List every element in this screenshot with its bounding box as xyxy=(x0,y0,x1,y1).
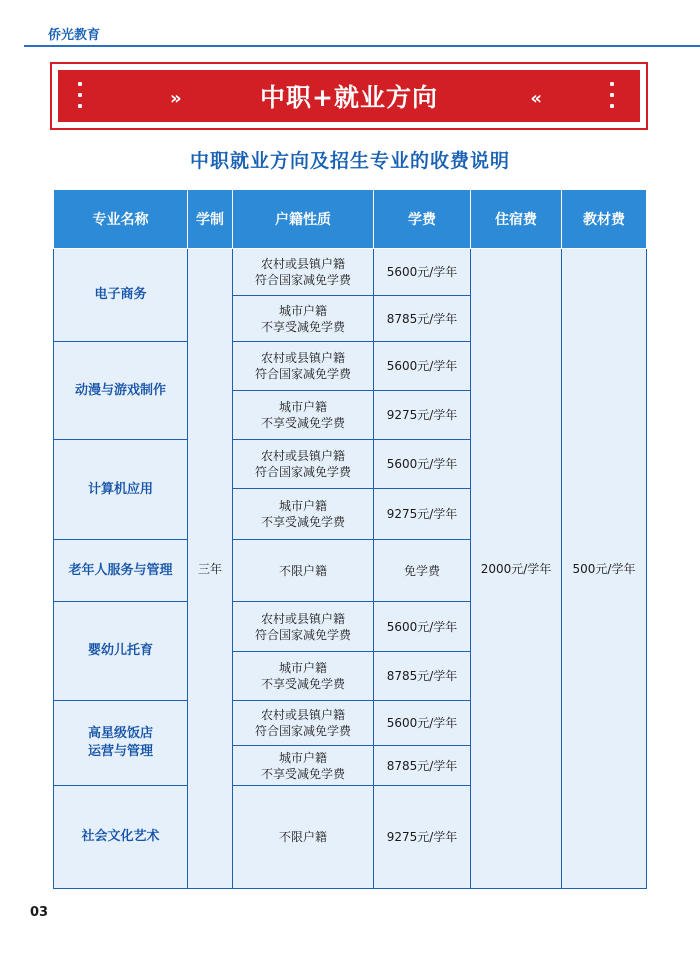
major-name-cell: 动漫与游戏制作 xyxy=(54,342,188,440)
residency-cell: 不限户籍 xyxy=(233,786,374,889)
banner-title: 中职+就业方向 xyxy=(260,83,438,112)
banner-chevron-right-icon: « xyxy=(530,88,542,109)
residency-cell: 农村或县镇户籍 符合国家减免学费 xyxy=(233,701,374,746)
page-number: 03 xyxy=(30,905,49,920)
tuition-cell: 5600元/学年 xyxy=(374,440,471,489)
fee-table xyxy=(53,189,647,889)
tuition-cell: 5600元/学年 xyxy=(374,602,471,652)
tuition-cell: 5600元/学年 xyxy=(374,342,471,391)
section-banner-fill xyxy=(58,70,640,122)
duration-cell: 三年 xyxy=(188,249,233,889)
residency-cell: 农村或县镇户籍 符合国家减免学费 xyxy=(233,440,374,489)
table-header-cell: 教材费 xyxy=(562,190,647,249)
residency-cell: 不限户籍 xyxy=(233,540,374,602)
residency-cell: 城市户籍 不享受减免学费 xyxy=(233,489,374,540)
table-row xyxy=(54,249,647,296)
residency-cell: 城市户籍 不享受减免学费 xyxy=(233,296,374,342)
major-name-cell: 婴幼儿托育 xyxy=(54,602,188,701)
tuition-cell: 8785元/学年 xyxy=(374,746,471,786)
major-name-cell: 老年人服务与管理 xyxy=(54,540,188,602)
tuition-cell: 8785元/学年 xyxy=(374,652,471,701)
residency-cell: 城市户籍 不享受减免学费 xyxy=(233,391,374,440)
banner-dots-right-icon xyxy=(610,82,616,108)
major-name-cell: 社会文化艺术 xyxy=(54,786,188,889)
tuition-cell: 5600元/学年 xyxy=(374,249,471,296)
header-divider xyxy=(24,45,700,47)
table-header-cell: 学费 xyxy=(374,190,471,249)
tuition-cell: 9275元/学年 xyxy=(374,786,471,889)
table-header-cell: 户籍性质 xyxy=(233,190,374,249)
table-header-cell: 学制 xyxy=(188,190,233,249)
residency-cell: 农村或县镇户籍 符合国家减免学费 xyxy=(233,602,374,652)
textbook-fee-cell: 500元/学年 xyxy=(562,249,647,889)
residency-cell: 农村或县镇户籍 符合国家减免学费 xyxy=(233,249,374,296)
banner-chevron-left-icon: » xyxy=(170,88,182,109)
tuition-cell: 8785元/学年 xyxy=(374,296,471,342)
major-name-cell: 高星级饭店 运营与管理 xyxy=(54,701,188,786)
accommodation-fee-cell: 2000元/学年 xyxy=(471,249,562,889)
table-body xyxy=(54,249,647,889)
table-header-cell: 住宿费 xyxy=(471,190,562,249)
major-name-cell: 电子商务 xyxy=(54,249,188,342)
residency-cell: 农村或县镇户籍 符合国家减免学费 xyxy=(233,342,374,391)
tuition-cell: 5600元/学年 xyxy=(374,701,471,746)
residency-cell: 城市户籍 不享受减免学费 xyxy=(233,652,374,701)
residency-cell: 城市户籍 不享受减免学费 xyxy=(233,746,374,786)
tuition-cell: 9275元/学年 xyxy=(374,391,471,440)
major-name-cell: 计算机应用 xyxy=(54,440,188,540)
section-banner xyxy=(50,62,648,130)
table-header-cell: 专业名称 xyxy=(54,190,188,249)
page-subtitle: 中职就业方向及招生专业的收费说明 xyxy=(189,150,510,172)
brand-name: 侨光教育 xyxy=(48,28,101,43)
tuition-cell: 免学费 xyxy=(374,540,471,602)
tuition-cell: 9275元/学年 xyxy=(374,489,471,540)
table-header-row xyxy=(54,190,647,249)
